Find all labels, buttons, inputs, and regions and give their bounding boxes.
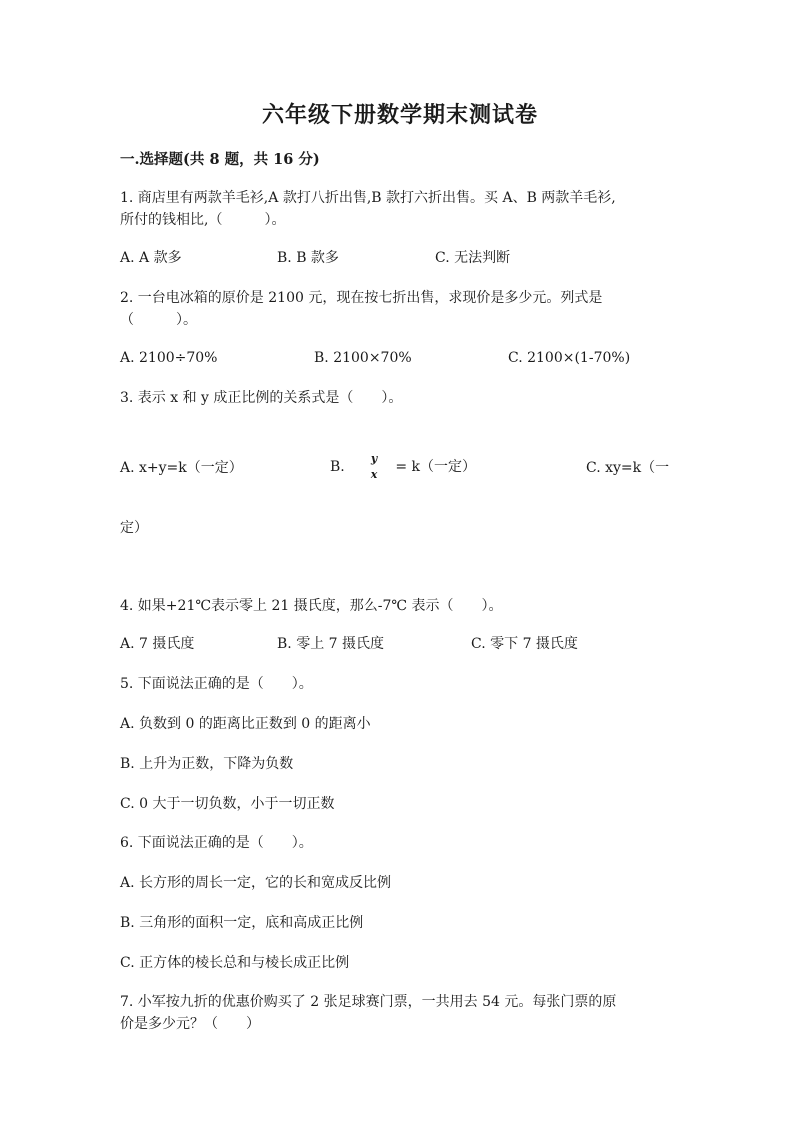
question-4-option-b: B. 零上 7 摄氏度 bbox=[277, 636, 384, 652]
question-7-line-2: 价是多少元？（ ） bbox=[120, 1016, 260, 1032]
question-5-option-a: A. 负数到 0 的距离比正数到 0 的距离小 bbox=[120, 716, 371, 732]
question-2-line-1: 2. 一台电冰箱的原价是 2100 元，现在按七折出售，求现价是多少元。列式是 bbox=[120, 290, 603, 306]
question-3-option-a: A. x+y=k（一定） bbox=[120, 460, 243, 476]
question-1-option-c: C. 无法判断 bbox=[435, 250, 511, 266]
question-4-option-a: A. 7 摄氏度 bbox=[120, 636, 195, 652]
option-b-label: B. bbox=[330, 459, 345, 475]
question-2-option-c: C. 2100×(1-70%) bbox=[508, 350, 631, 366]
fraction-denominator: x bbox=[370, 468, 378, 481]
question-2-option-b: B. 2100×70% bbox=[314, 350, 412, 366]
question-3-option-c: C. xy=k（一 bbox=[586, 460, 670, 476]
question-2-option-a: A. 2100÷70% bbox=[120, 350, 218, 366]
question-4-line-1: 4. 如果+21℃表示零上 21 摄氏度，那么-7℃ 表示（ ）。 bbox=[120, 598, 503, 614]
section-heading: 一.选择题(共 8 题，共 16 分) bbox=[120, 151, 320, 168]
question-5-option-b: B. 上升为正数，下降为负数 bbox=[120, 756, 294, 772]
question-3-line-1: 3. 表示 x 和 y 成正比例的关系式是（ ）。 bbox=[120, 390, 403, 406]
question-1-option-b: B. B 款多 bbox=[277, 250, 339, 266]
question-5-option-c: C. 0 大于一切负数，小于一切正数 bbox=[120, 796, 335, 812]
option-b-equation: = k（一定） bbox=[395, 459, 476, 475]
question-6-option-c: C. 正方体的棱长总和与棱长成正比例 bbox=[120, 955, 350, 971]
question-6-option-b: B. 三角形的面积一定，底和高成正比例 bbox=[120, 915, 364, 931]
page-title: 六年级下册数学期末测试卷 bbox=[261, 102, 538, 128]
question-6-option-a: A. 长方形的周长一定，它的长和宽成反比例 bbox=[120, 875, 392, 891]
question-4-option-c: C. 零下 7 摄氏度 bbox=[471, 636, 578, 652]
question-1-line-2: 所付的钱相比,（ ）。 bbox=[120, 212, 286, 228]
fraction-y-over-x bbox=[371, 452, 378, 482]
question-3-option-c-continued: 定） bbox=[120, 520, 148, 536]
question-5-line-1: 5. 下面说法正确的是（ ）。 bbox=[120, 676, 313, 692]
fraction-numerator: y bbox=[370, 452, 378, 465]
question-3-option-b bbox=[330, 452, 476, 482]
question-7-line-1: 7. 小军按九折的优惠价购买了 2 张足球赛门票，一共用去 54 元。每张门票的原 bbox=[120, 994, 617, 1010]
question-6-line-1: 6. 下面说法正确的是（ ）。 bbox=[120, 835, 313, 851]
question-1-line-1: 1. 商店里有两款羊毛衫,A 款打八折出售,B 款打六折出售。买 A、B 两款羊毛衫, bbox=[120, 190, 616, 206]
question-1-option-a: A. A 款多 bbox=[120, 250, 182, 266]
question-2-line-2: （ ）。 bbox=[120, 312, 197, 328]
